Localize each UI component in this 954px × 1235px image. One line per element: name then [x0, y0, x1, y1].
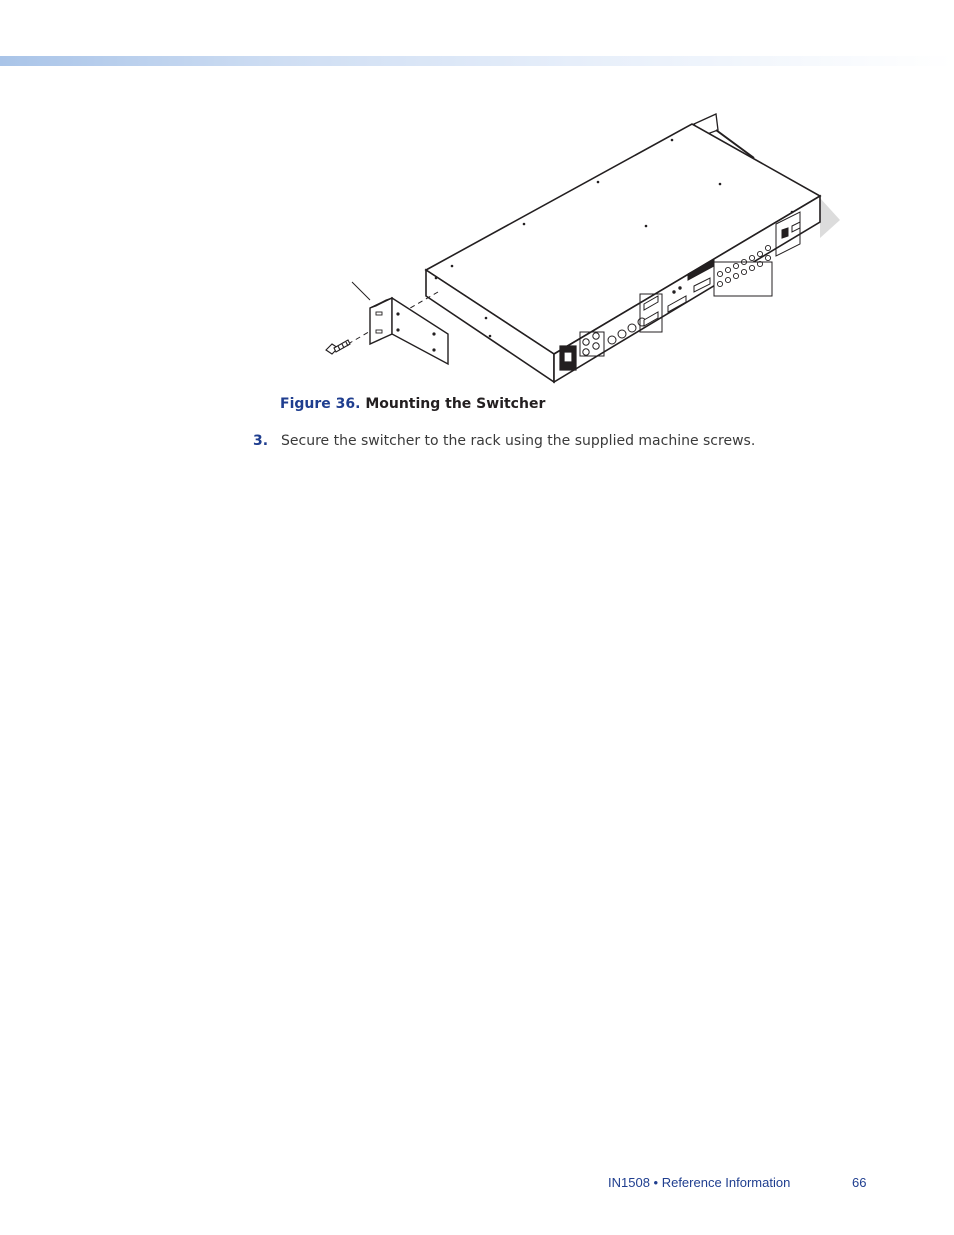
switcher-mounting-diagram — [322, 108, 842, 388]
figure-caption — [280, 396, 545, 412]
front-bracket-flange — [392, 298, 448, 364]
bracket-hole — [432, 348, 435, 351]
header-bar — [0, 56, 954, 66]
front-rack-ear — [370, 298, 392, 344]
footer-document-title: IN1508 • Reference Information — [608, 1175, 791, 1190]
chassis-shadow — [820, 198, 840, 238]
bracket-hole — [432, 332, 435, 335]
bracket-hole — [396, 312, 399, 315]
figure-illustration — [322, 108, 842, 388]
figure-number: Figure 36. — [280, 396, 361, 412]
power-inlet — [560, 346, 576, 370]
bracket-hole — [396, 328, 399, 331]
step-number: 3. — [253, 433, 269, 449]
step-text: Secure the switcher to the rack using the supplied machine screws. — [281, 433, 756, 449]
screw-icon — [326, 340, 350, 354]
leader-line — [352, 282, 370, 300]
figure-title: Mounting the Switcher — [365, 396, 546, 412]
instruction-step — [253, 433, 755, 449]
footer-page-number: 66 — [852, 1175, 867, 1190]
